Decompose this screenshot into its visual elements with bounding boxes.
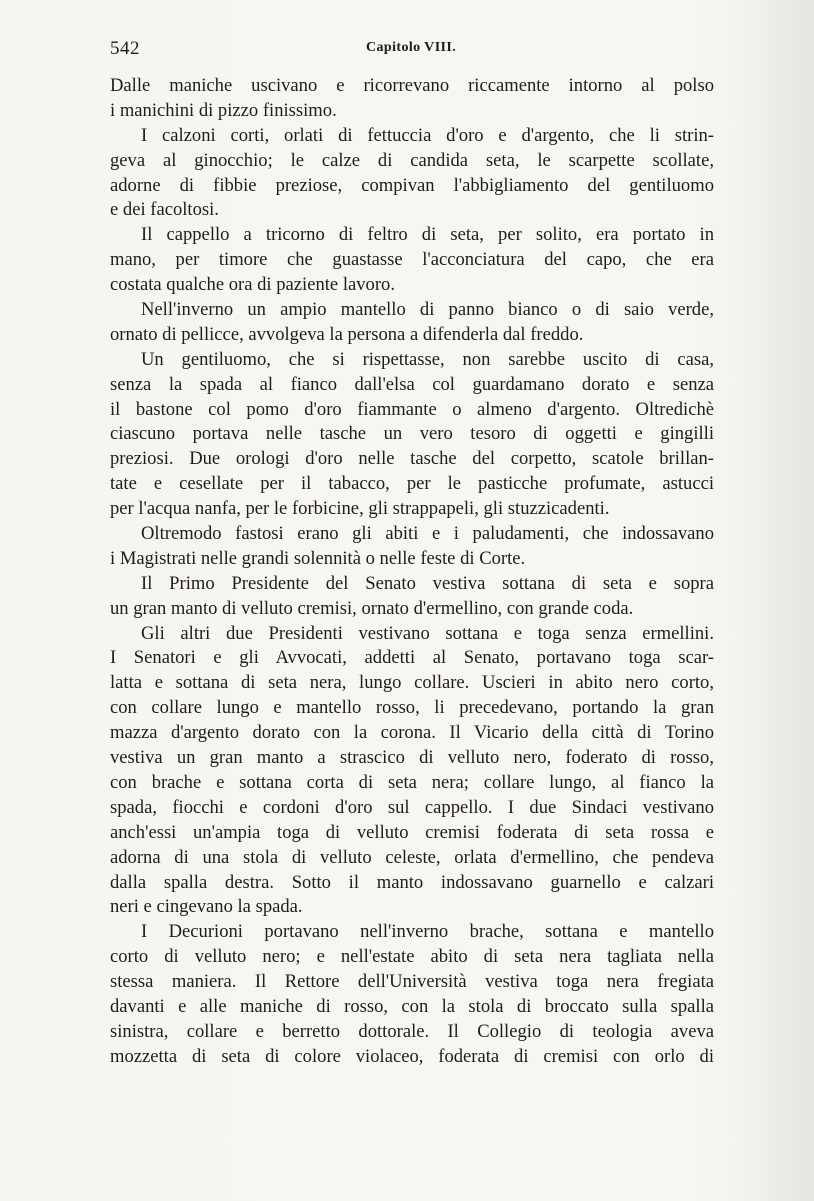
paragraph	[110, 74, 714, 124]
text-line: I Decurioni portavano nell'inverno brache, sottana e mantello	[141, 921, 714, 943]
text-line: stessa maniera. Il Rettore dell'Università vestiva toga nera fregiata	[110, 971, 714, 993]
text-line: e dei facoltosi.	[110, 199, 219, 221]
text-line: Il cappello a tricorno di feltro di seta, per solito, era portato in	[141, 224, 714, 246]
paragraph	[110, 522, 714, 572]
text-line: anch'essi un'ampia toga di velluto cremisi foderata di seta rossa e	[110, 821, 714, 843]
text-line: sinistra, collare e berretto dottorale. Il Collegio di teologia aveva	[110, 1020, 714, 1042]
paragraph	[110, 572, 714, 622]
text-line: vestiva un gran manto a strascico di velluto nero, foderato di rosso,	[110, 747, 714, 769]
paragraph	[110, 622, 714, 921]
text-line: spada, fiocchi e cordoni d'oro sul cappello. I due Sindaci vestivano	[110, 796, 714, 818]
page-number: 542	[110, 38, 140, 59]
text-line: tate e cesellate per il tabacco, per le pasticche profumate, astucci	[110, 473, 714, 495]
text-line: latta e sottana di seta nera, lungo collare. Uscieri in abito nero corto,	[110, 672, 714, 694]
text-line: Oltremodo fastosi erano gli abiti e i paludamenti, che indossavano	[141, 523, 714, 545]
text-line: adorne di fibbie preziose, compivan l'abbigliamento del gentiluomo	[110, 174, 714, 196]
body-text	[110, 74, 714, 1070]
text-line: geva al ginocchio; le calze di candida seta, le scarpette scollate,	[110, 149, 714, 171]
text-line: neri e cingevano la spada.	[110, 896, 303, 918]
text-line: costata qualche ora di paziente lavoro.	[110, 274, 395, 296]
text-line: ciascuno portava nelle tasche un vero tesoro di oggetti e gingilli	[110, 423, 714, 445]
text-line: davanti e alle maniche di rosso, con la stola di broccato sulla spalla	[110, 995, 714, 1017]
text-line: Il Primo Presidente del Senato vestiva sottana di seta e sopra	[141, 572, 714, 594]
paragraph	[110, 348, 714, 522]
page-edge-shadow	[744, 0, 814, 1201]
text-line: con collare lungo e mantello rosso, li precedevano, portando la gran	[110, 697, 714, 719]
text-line: i Magistrati nelle grandi solennità o nelle feste di Corte.	[110, 547, 526, 569]
text-line: ornato di pellicce, avvolgeva la persona a difenderla dal freddo.	[110, 323, 584, 345]
text-line: i manichini di pizzo finissimo.	[110, 99, 337, 121]
text-line: per l'acqua nanfa, per le forbicine, gli strappapeli, gli stuzzicadenti.	[110, 498, 610, 520]
text-line: corto di velluto nero; e nell'estate abito di seta nera tagliata nella	[110, 946, 714, 968]
text-line: mozzetta di seta di colore violaceo, foderata di cremisi con orlo di	[110, 1045, 714, 1067]
text-line: mano, per timore che guastasse l'acconciatura del capo, che era	[110, 249, 714, 271]
text-line: Gli altri due Presidenti vestivano sottana e toga senza ermellini.	[141, 622, 714, 644]
text-line: Nell'inverno un ampio mantello di panno bianco o di saio verde,	[141, 299, 714, 321]
text-line: il bastone col pomo d'oro fiammante o almeno d'argento. Oltredichè	[110, 398, 714, 420]
paragraph	[110, 920, 714, 1069]
paragraph	[110, 124, 714, 224]
text-line: preziosi. Due orologi d'oro nelle tasche del corpetto, scatole brillan-	[110, 448, 714, 470]
text-line: Dalle maniche uscivano e ricorrevano riccamente intorno al polso	[110, 75, 714, 96]
text-line: con brache e sottana corta di seta nera; collare lungo, al fianco la	[110, 771, 714, 793]
text-line: Un gentiluomo, che si rispettasse, non sarebbe uscito di casa,	[141, 348, 714, 370]
text-line: adorna di una stola di velluto celeste, orlata d'ermellino, che pendeva	[110, 846, 714, 868]
paragraph	[110, 298, 714, 348]
text-line: I Senatori e gli Avvocati, addetti al Senato, portavano toga scar-	[110, 647, 714, 669]
running-head: Capitolo VIII.	[366, 40, 457, 55]
text-line: un gran manto di velluto cremisi, ornato d'ermellino, con grande coda.	[110, 597, 634, 619]
text-line: senza la spada al fianco dall'elsa col guardamano dorato e senza	[110, 373, 714, 395]
text-line: dalla spalla destra. Sotto il manto indossavano guarnello e calzari	[110, 871, 714, 893]
text-line: mazza d'argento dorato con la corona. Il Vicario della città di Torino	[110, 722, 714, 744]
paragraph	[110, 223, 714, 298]
text-line: I calzoni corti, orlati di fettuccia d'oro e d'argento, che li strin-	[141, 124, 714, 146]
